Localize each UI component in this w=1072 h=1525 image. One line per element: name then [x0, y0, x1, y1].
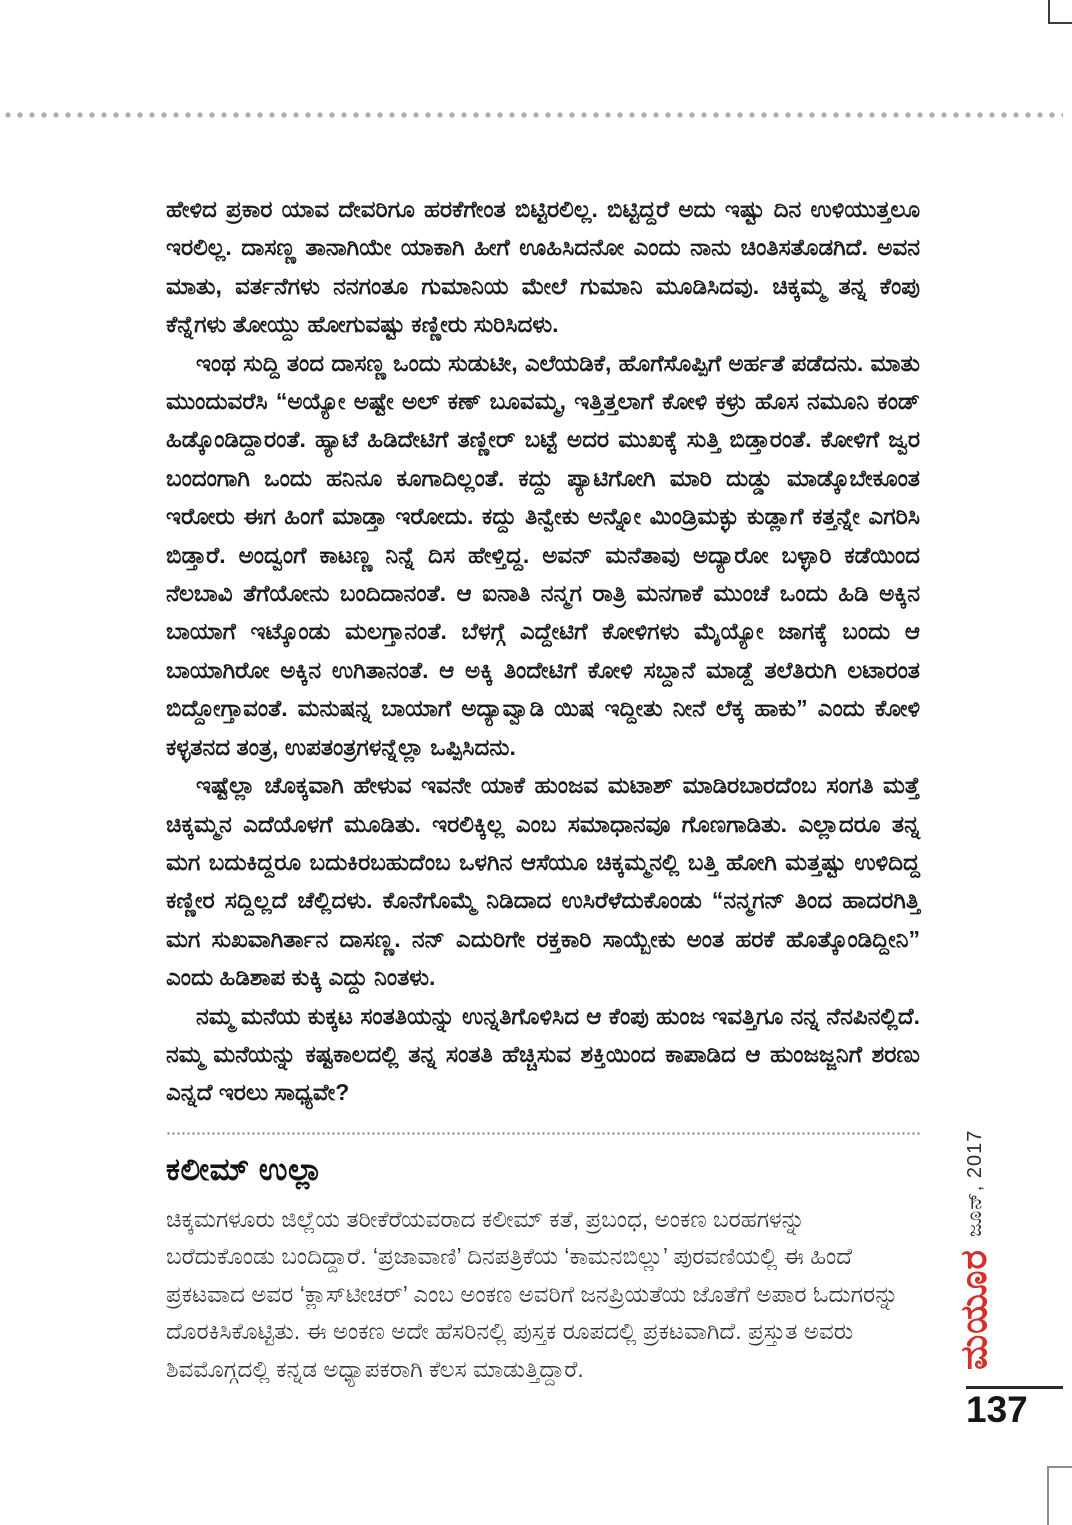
- crop-mark-bottom-right: [1047, 1466, 1072, 1468]
- article-text-column: [166, 190, 920, 1388]
- body-paragraph: ಇಷ್ಟೆಲ್ಲಾ ಚೊಕ್ಕವಾಗಿ ಹೇಳುವ ಇವನೇ ಯಾಕೆ ಹುಂಜವ ಮಟಾಶ್ ಮಾಡಿರಬಾರದೆಂಬ ಸಂಗತಿ ಮತ್ತೆ ಚಿಕ್ಕಮ್ಮನ ಎದೆಯೊಳಗೆ ಮೂಡಿತು. ಇರಲಿಕ್ಕಿಲ್ಲ ಎಂಬ ಸಮಾಧಾನವೂ ಗೊಣಗಾಡಿತು. ಎಲ್ಲಾದರೂ ತನ್ನ ಮಗ ಬದುಕಿದ್ದರೂ ಬದುಕಿರಬಹುದೆಂಬ ಒಳಗಿನ ಆಸೆಯೂ ಚಿಕ್ಕಮ್ಮನಲ್ಲಿ ಬತ್ತಿ ಹೋಗಿ ಮತ್ತಷ್ಟು ಉಳಿದಿದ್ದ ಕಣ್ಣೀರ ಸದ್ದಿಲ್ಲದೆ ಚೆಲ್ಲಿದಳು. ಕೊನೆಗೊಮ್ಮೆ ನಿಡಿದಾದ ಉಸಿರೆಳೆದುಕೊಂಡು “ನನ್ಮಗನ್ ತಿಂದ ಹಾದರಗಿತ್ತಿ ಮಗ ಸುಖವಾಗಿರ್ತಾನ ದಾಸಣ್ಣ. ನನ್ ಎದುರಿಗೇ ರಕ್ತಕಾರಿ ಸಾಯ್ಬೇಕು ಅಂತ ಹರಕೆ ಹೊತ್ಕೊಂಡಿದ್ದೀನಿ” ಎಂದು ಹಿಡಿಶಾಪ ಕುಕ್ಕಿ ಎದ್ದು ನಿಂತಳು.: [166, 772, 920, 991]
- body-paragraph: ಹೇಳಿದ ಪ್ರಕಾರ ಯಾವ ದೇವರಿಗೂ ಹರಕೆಗೇಂತ ಬಿಟ್ಟಿರಲಿಲ್ಲ. ಬಿಟ್ಟಿದ್ದರೆ ಅದು ಇಷ್ಟು ದಿನ ಉಳಿಯುತ್ತಲೂ ಇರಲಿಲ್ಲ. ದಾಸಣ್ಣ ತಾನಾಗಿಯೇ ಯಾಕಾಗಿ ಹೀಗೆ ಊಹಿಸಿದನೋ ಎಂದು ನಾನು ಚಿಂತಿಸತೊಡಗಿದೆ. ಅವನ ಮಾತು, ವರ್ತನೆಗಳು ನನಗಂತೂ ಗುಮಾನಿಯ ಮೇಲೆ ಗುಮಾನಿ ಮೂಡಿಸಿದವು. ಚಿಕ್ಕಮ್ಮ ತನ್ನ ಕೆಂಪು ಕೆನ್ನೆಗಳು ತೋಯ್ದು ಹೋಗುವಷ್ಟು ಕಣ್ಣೀರು ಸುರಿಸಿದಳು.: [166, 196, 920, 338]
- issue-date-vertical: ಜೂನ್, 2017: [964, 1129, 986, 1237]
- dotted-section-separator: [166, 1131, 920, 1136]
- crop-mark-top-right: [1048, 0, 1050, 24]
- author-name-heading: ಕಲೀಮ್ ಉಲ್ಲಾ: [166, 1151, 324, 1187]
- author-bio-paragraph: ಚಿಕ್ಕಮಗಳೂರು ಜಿಲ್ಲೆಯ ತರೀಕೆರೆಯವರಾದ ಕಲೀಮ್ ಕತೆ, ಪ್ರಬಂಧ, ಅಂಕಣ ಬರಹಗಳನ್ನು ಬರೆದುಕೊಂಡು ಬಂದಿದ್ದಾರೆ. ‘ಪ್ರಜಾವಾಣಿ’ ದಿನಪತ್ರಿಕೆಯ ‘ಕಾಮನಬಿಲ್ಲು’ ಪುರವಣಿಯಲ್ಲಿ ಈ ಹಿಂದೆ ಪ್ರಕಟವಾದ ಅವರ ‘ಕ್ಲಾಸ್‌ಟೀಚರ್’ ಎಂಬ ಅಂಕಣ ಅವರಿಗೆ ಜನಪ್ರಿಯತೆಯ ಜೊತೆಗೆ ಅಪಾರ ಓದುಗರನ್ನು ದೊರಕಿಸಿಕೊಟ್ಟಿತು. ಈ ಅಂಕಣ ಅದೇ ಹೆಸರಿನಲ್ಲಿ ಪುಸ್ತಕ ರೂಪದಲ್ಲಿ ಪ್ರಕಟವಾಗಿದೆ. ಪ್ರಸ್ತುತ ಅವರು ಶಿವಮೊಗ್ಗದಲ್ಲಿ ಕನ್ನಡ ಅಧ್ಯಾಪಕರಾಗಿ ಕೆಲಸ ಮಾಡುತ್ತಿದ್ದಾರೆ.: [166, 1205, 899, 1382]
- magazine-logo-vertical: ಮಯೂರ: [953, 1249, 994, 1370]
- top-dotted-rule: [0, 110, 1063, 120]
- body-paragraph: ಇಂಥ ಸುದ್ದಿ ತಂದ ದಾಸಣ್ಣ ಒಂದು ಸುಡುಟೀ, ಎಲೆಯಡಿಕೆ, ಹೊಗೆಸೊಪ್ಪಿಗೆ ಅರ್ಹತೆ ಪಡೆದನು. ಮಾತು ಮುಂದುವರೆಸಿ “ಅಯ್ಯೋ ಅಷ್ಟೇ ಅಲ್ ಕಣ್ ಬೂವಮ್ಮ, ಇತ್ತಿತ್ತಲಾಗೆ ಕೋಳಿ ಕಳ್ರು ಹೊಸ ನಮೂನಿ ಕಂಡ್ ಹಿಡ್ಕೊಂಡಿದ್ದಾರಂತೆ. ಹ್ಯಾಟೆ ಹಿಡಿದೇಟಿಗೆ ತಣ್ಣೀರ್ ಬಟ್ಟೆ ಅದರ ಮುಖಕ್ಕೆ ಸುತ್ತಿ ಬಿಡ್ತಾರಂತೆ. ಕೋಳಿಗೆ ಜ್ವರ ಬಂದಂಗಾಗಿ ಒಂದು ಹನಿನೂ ಕೂಗಾದಿಲ್ಲಂತೆ. ಕದ್ದು ಪ್ಯಾಟಿಗೋಗಿ ಮಾರಿ ದುಡ್ಡು ಮಾಡ್ಕೊಬೇಕೂಂತ ಇರೋರು ಈಗ ಹಿಂಗೆ ಮಾಡ್ತಾ ಇರೋದು. ಕದ್ದು ತಿನ್ವೇಕು ಅನ್ನೋ ಮಿಂಡ್ರಿಮಕ್ಳು ಕುಡ್ಲಾಗೆ ಕತ್ತನ್ನೇ ಎಗರಿಸಿ ಬಿಡ್ತಾರೆ. ಅಂದ್ವಂಗೆ ಕಾಟಣ್ಣ ನಿನ್ನೆ ದಿಸ ಹೇಳ್ತಿದ್ದ. ಅವನ್ ಮನೆತಾವು ಅದ್ಯಾರೋ ಬಳ್ಳಾರಿ ಕಡೆಯಿಂದ ನೆಲಬಾವಿ ತೆಗೆಯೋನು ಬಂದಿದಾನಂತೆ. ಆ ಐನಾತಿ ನನ್ಮಗ ರಾತ್ರಿ ಮನಗಾಕೆ ಮುಂಚೆ ಒಂದು ಹಿಡಿ ಅಕ್ಕಿನ ಬಾಯಾಗೆ ಇಟ್ಕೊಂಡು ಮಲಗ್ತಾನಂತೆ. ಬೆಳಗ್ಗೆ ಎದ್ದೇಟಿಗೆ ಕೋಳಿಗಳು ಮೈಯ್ಯೋ ಜಾಗಕ್ಕೆ ಬಂದು ಆ ಬಾಯಾಗಿರೋ ಅಕ್ಕಿನ ಉಗಿತಾನಂತೆ. ಆ ಅಕ್ಕಿ ತಿಂದೇಟಿಗೆ ಕೋಳಿ ಸಬ್ದಾನೆ ಮಾಡ್ದೆ ತಲೆತಿರುಗಿ ಲಟಾರಂತ ಬಿದ್ದೋಗ್ತಾವಂತೆ. ಮನುಷನ್ನ ಬಾಯಾಗೆ ಅದ್ಯಾವ್ವಾಡಿ ಯಿಷ ಇದ್ದೀತು ನೀನೆ ಲೆಕ್ಕ ಹಾಕು” ಎಂದು ಕೋಳಿ ಕಳ್ಳತನದ ತಂತ್ರ, ಉಪತಂತ್ರಗಳನ್ನೆಲ್ಲಾ ಒಪ್ಪಿಸಿದನು.: [166, 349, 920, 760]
- body-paragraph: ನಮ್ಮ ಮನೆಯ ಕುಕ್ಕಟ ಸಂತತಿಯನ್ನು ಉನ್ನತಿಗೊಳಿಸಿದ ಆ ಕೆಂಪು ಹುಂಜ ಇವತ್ತಿಗೂ ನನ್ನ ನೆನಪಿನಲ್ಲಿದೆ. ನಮ್ಮ ಮನೆಯನ್ನು ಕಷ್ಟಕಾಲದಲ್ಲಿ ತನ್ನ ಸಂತತಿ ಹೆಚ್ಚಿಸುವ ಶಕ್ತಿಯಿಂದ ಕಾಪಾಡಿದ ಆ ಹುಂಜಜ್ಜನಿಗೆ ಶರಣು ಎನ್ನದೆ ಇರಲು ಸಾಧ್ಯವೇ?: [166, 1002, 920, 1106]
- crop-mark-top-right: [1048, 22, 1072, 24]
- page-number: 137: [966, 1389, 1028, 1430]
- crop-mark-bottom-right: [1047, 1466, 1049, 1525]
